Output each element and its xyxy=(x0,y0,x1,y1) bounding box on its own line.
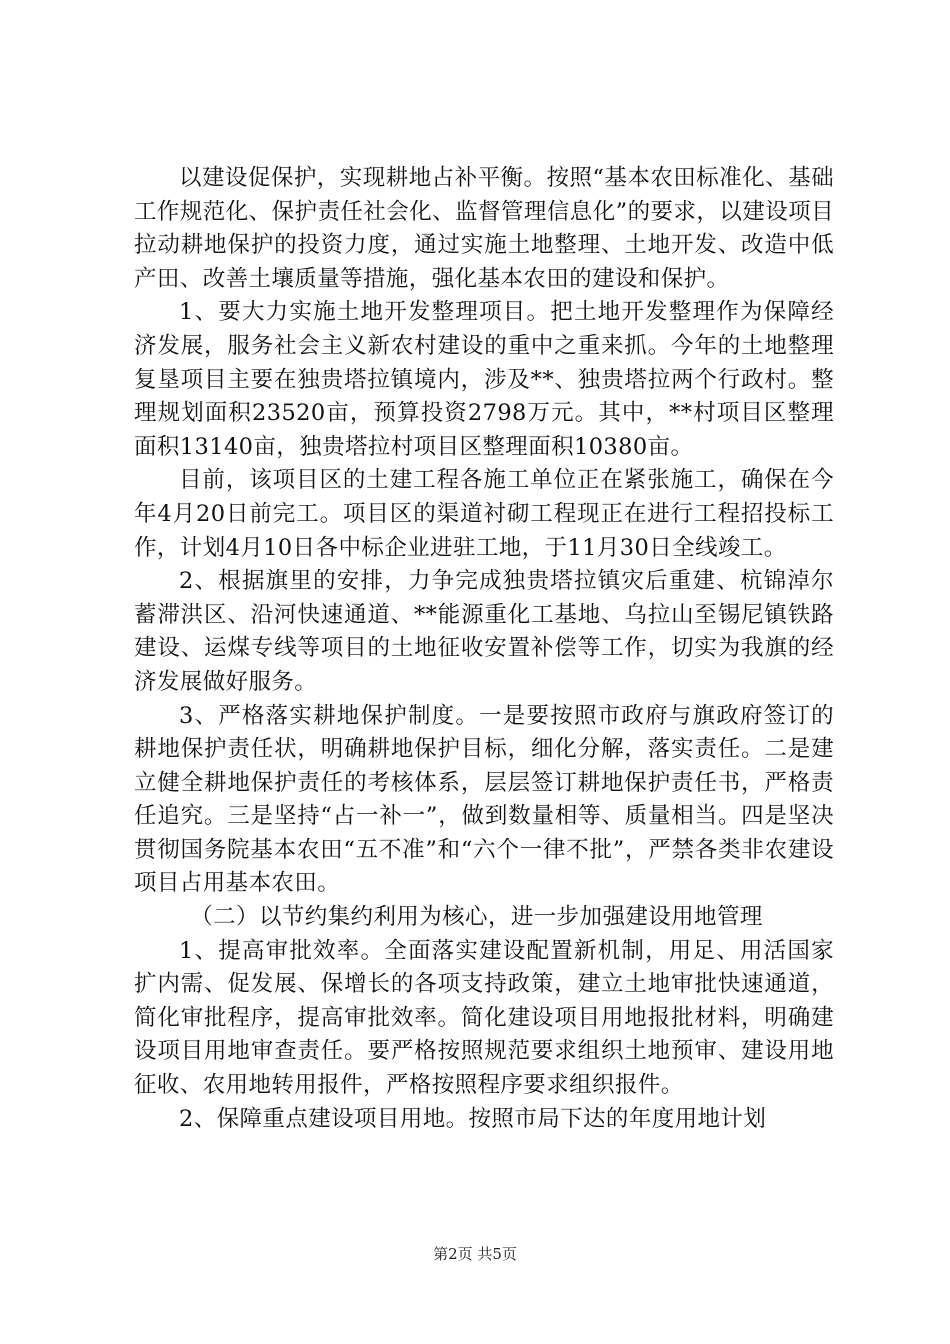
paragraph-farmland-balance: 以建设促保护，实现耕地占补平衡。按照“基本农田标准化、基础工作规范化、保护责任社会化、监督管理信息化”的要求，以建设项目拉动耕地保护的投资力度，通过实施土地整理、土地开发、改造中低产田、改善土壤质量等措施，强化基本农田的建设和保护。 xyxy=(134,165,834,292)
paragraph-key-projects: 2、保障重点建设项目用地。按照市局下达的年度用地计划 xyxy=(179,1105,767,1132)
paragraph-protection-system: 3、严格落实耕地保护制度。一是要按照市政府与旗政府签订的耕地保护责任状，明确耕地保护目标，细化分解，落实责任。二是建立健全耕地保护责任的考核体系，层层签订耕地保护责任书，严格责任追究。三是坚持“占一补一”，做到数量相等、质量相当。四是坚决贯彻国务院基本农田“五不准”和“六个一律不批”，严禁各类非农建设项目占用基本农田。 xyxy=(134,702,834,897)
paragraph-land-acquisition: 2、根据旗里的安排，力争完成独贵塔拉镇灾后重建、杭锦淖尔蓄滞洪区、沿河快速通道、**能源重化工基地、乌拉山至锡尼镇铁路建设、运煤专线等项目的土地征收安置补偿等工作，切实为我旗的经济发展做好服务。 xyxy=(134,568,834,695)
page-number: 第2页 共5页 xyxy=(433,1245,517,1263)
paragraph-project-progress: 目前，该项目区的土建工程各施工单位正在紧张施工，确保在今年4月20日前完工。项目区的渠道衬砌工程现正在进行工程招投标工作，计划4月10日各中标企业进驻工地，于11月30日全线竣工。 xyxy=(134,467,834,561)
paragraph-land-development: 1、要大力实施土地开发整理项目。把土地开发整理作为保障经济发展，服务社会主义新农村建设的重中之重来抓。今年的土地整理复垦项目主要在独贵塔拉镇境内，涉及**、独贵塔拉两个行政村。整理规划面积23520亩，预算投资2798万元。其中，**村项目区整理面积13140亩，独贵塔拉村项目区整理面积10380亩。 xyxy=(134,299,834,460)
paragraph-approval-efficiency: 1、提高审批效率。全面落实建设配置新机制，用足、用活国家扩内需、促发展、保增长的各项支持政策，建立土地审批快速通道，简化审批程序，提高审批效率。简化建设项目用地报批材料，明确建设项目用地审查责任。要严格按照规范要求组织土地预审、建设用地征收、农用地转用报件，严格按照程序要求组织报件。 xyxy=(134,937,834,1099)
document-body xyxy=(134,162,834,1136)
section-heading-construction-land: （二）以节约集约利用为核心，进一步加强建设用地管理 xyxy=(190,904,763,931)
